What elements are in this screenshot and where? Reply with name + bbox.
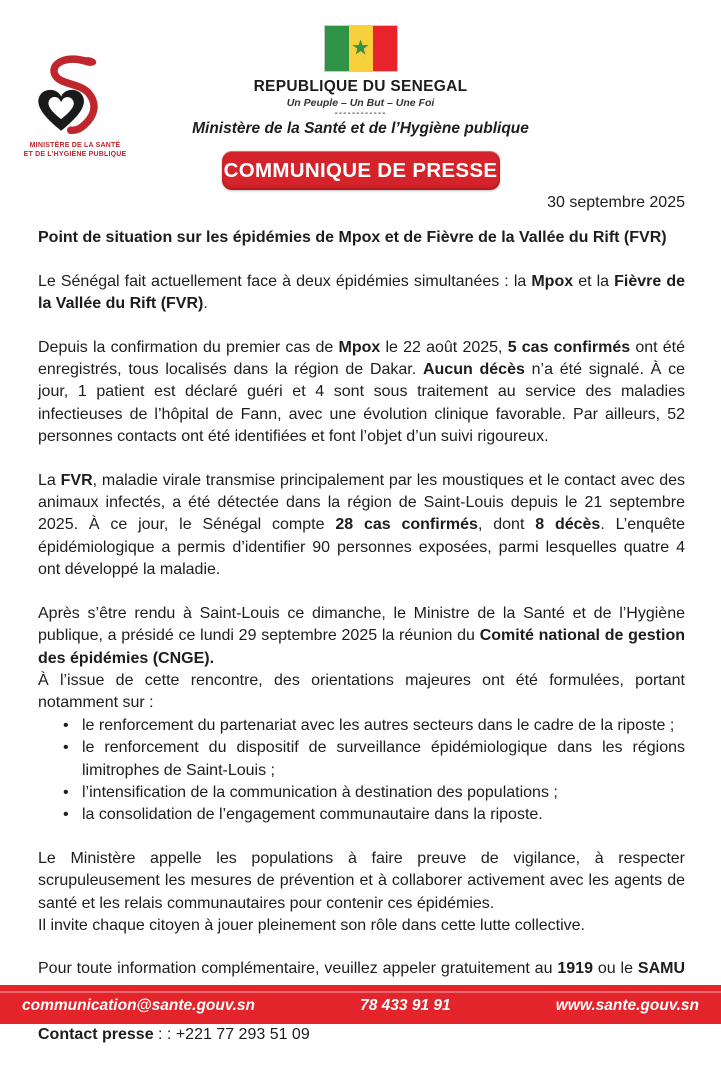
paragraph-fvr-situation: La FVR, maladie virale transmise principalement par les moustiques et le contact avec des animaux infectés, a été détectée dans la région de Saint-Louis depuis le 21 septembre 2025. À ce jour, le Sénégal compte 28 cas confirmés, dont 8 décès. L’enquête épidémiologique a permis d’identifier 90 personnes exposées, parmi lesquelles quatre 4 ont développé la maladie.: [38, 471, 686, 579]
logo-caption-line2: ET DE L’HYGIÈNE PUBLIQUE: [23, 151, 127, 159]
snake-heart-logo-icon: [27, 54, 123, 134]
separator-dashes: ------------: [334, 108, 387, 119]
contact-press-line: Contact presse : : +221 77 293 51 09: [38, 1026, 310, 1044]
flag-star-icon: ★: [351, 35, 370, 59]
paragraph-cnge-meeting: Après s’être rendu à Saint-Louis ce dimanche, le Ministre de la Santé et de l’Hygiène publique, a présidé ce lundi 29 septembre 2025 la réunion du Comité national de gestion des épidémies (CNGE).: [38, 604, 686, 667]
paragraph-mpox-situation: Depuis la confirmation du premier cas de Mpox le 22 août 2025, 5 cas confirmés ont été enregistrés, tous localisés dans la région de Dakar. Aucun décès n’a été signalé. À ce jour, 1 patient est déclaré guéri et 4 sont sous traitement au service des maladies infectieuses de l’hôpital de Fann, avec une évolution clinique favorable. Par ailleurs, 52 personnes contacts ont été identifiées et font l’objet d’un suivi rigoureux.: [38, 338, 686, 446]
orientation-list: [58, 715, 685, 827]
paragraph-citizen-role: Il invite chaque citoyen à jouer pleinement son rôle dans cette lutte collective.: [38, 916, 585, 934]
footer-contacts: [22, 997, 699, 1015]
logo-caption: [16, 141, 134, 159]
paragraph-orientations-intro: À l’issue de cette rencontre, des orientations majeures ont été formulées, portant notamment sur :: [38, 671, 685, 712]
document-date: 30 septembre 2025: [547, 194, 685, 211]
orientation-list-item: • la consolidation de l’engagement communautaire dans la riposte.: [58, 804, 685, 826]
orientation-list-item: • le renforcement du partenariat avec les autres secteurs dans le cadre de la riposte ;: [58, 715, 685, 737]
senegal-flag: [325, 26, 397, 71]
footer-email: communication@sante.gouv.sn: [22, 997, 256, 1014]
footer-website: www.sante.gouv.sn: [555, 997, 699, 1014]
press-release-banner: COMMUNIQUE DE PRESSE: [222, 151, 500, 190]
footer-bar: [0, 985, 721, 1024]
ministry-name: Ministère de la Santé et de l’Hygiène publique: [192, 120, 529, 137]
footer-phone: 78 433 91 91: [360, 997, 451, 1014]
flag-green-stripe: [325, 26, 349, 71]
document-body: [38, 192, 685, 1068]
orientation-list-item: • l’intensification de la communication à destination des populations ;: [58, 782, 685, 804]
flag-red-stripe: [373, 26, 397, 71]
ministry-logo-block: [16, 54, 134, 159]
paragraph-appeal: Le Ministère appelle les populations à faire preuve de vigilance, à respecter scrupuleusement les mesures de prévention et à collaborer activement avec les agents de santé et les relais communautaires pour contenir ces épidémies.: [38, 849, 685, 912]
national-motto: Un Peuple – Un But – Une Foi: [286, 97, 435, 109]
orientation-list-item: • le renforcement du dispositif de surveillance épidémiologique dans les régions limitrophes de Saint-Louis ;: [58, 737, 685, 782]
republic-title: REPUBLIQUE DU SENEGAL: [253, 78, 468, 95]
document-title: Point de situation sur les épidémies de Mpox et de Fièvre de la Vallée du Rift (FVR): [38, 229, 667, 247]
logo-caption-line1: MINISTÈRE DE LA SANTÉ: [29, 142, 121, 149]
paragraph-intro: Le Sénégal fait actuellement face à deux épidémies simultanées : la Mpox et la Fièvre de la Vallée du Rift (FVR).: [38, 272, 686, 313]
paragraph-hotlines: Pour toute information complémentaire, veuillez appeler gratuitement au 1919 ou le SAMU: [38, 960, 685, 978]
